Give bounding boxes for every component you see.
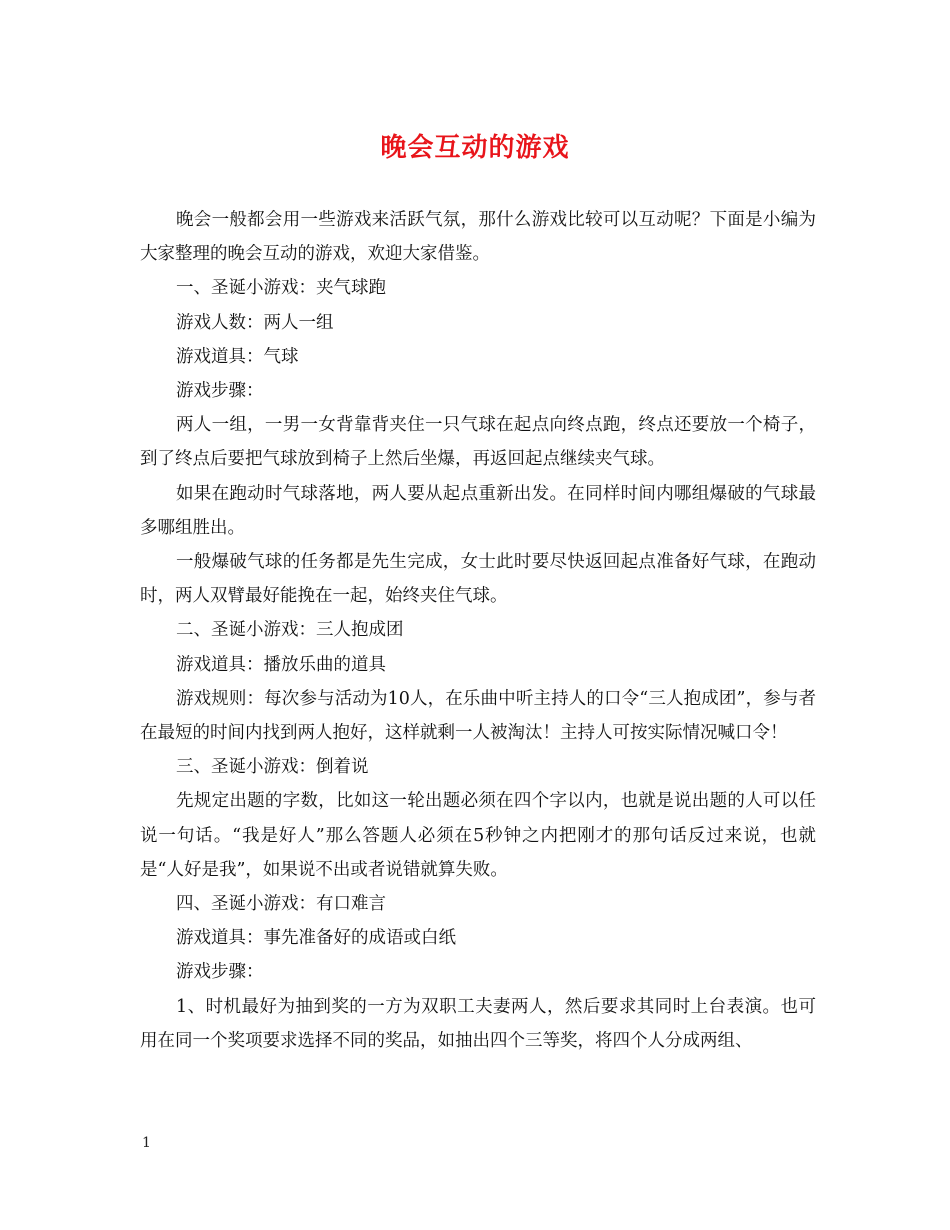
page-number: 1 [142, 1135, 151, 1151]
document-title: 晚会互动的游戏 [380, 133, 570, 163]
section-heading-2: 二、圣诞小游戏：三人抱成团 [176, 620, 404, 641]
paragraph: 先规定出题的字数，比如这一轮出题必须在四个字以内，也就是说出题的人可以任说一句话。“我是好人”那么答题人必须在5秒钟之内把刚才的那句话反过来说，也就是“人好是我”，如果说不出或者说错就算失败。 [140, 791, 816, 880]
paragraph: 游戏人数：两人一组 [176, 312, 334, 333]
paragraph-intro: 晚会一般都会用一些游戏来活跃气氛，那什么游戏比较可以互动呢？下面是小编为大家整理的晚会互动的游戏，欢迎大家借鉴。 [140, 210, 816, 265]
paragraph: 游戏规则：每次参与活动为10人，在乐曲中听主持人的口令“三人抱成团”，参与者在最短的时间内找到两人抱好，这样就剩一人被淘汰！主持人可按实际情况喊口令！ [140, 688, 816, 744]
document-body [140, 203, 816, 1058]
paragraph: 游戏道具：气球 [176, 346, 299, 367]
section-heading-4: 四、圣诞小游戏：有口难言 [176, 894, 386, 915]
paragraph: 游戏道具：播放乐曲的道具 [176, 654, 386, 675]
paragraph: 1、时机最好为抽到奖的一方为双职工夫妻两人，然后要求其同时上台表演。也可用在同一个奖项要求选择不同的奖品，如抽出四个三等奖，将四个人分成两组、 [140, 996, 816, 1051]
paragraph: 两人一组，一男一女背靠背夹住一只气球在起点向终点跑，终点还要放一个椅子，到了终点后要把气球放到椅子上然后坐爆，再返回起点继续夹气球。 [140, 415, 816, 470]
paragraph: 游戏步骤： [176, 381, 264, 402]
section-heading-3: 三、圣诞小游戏：倒着说 [176, 757, 369, 778]
paragraph: 游戏步骤： [176, 962, 264, 983]
paragraph: 一般爆破气球的任务都是先生完成，女士此时要尽快返回起点准备好气球，在跑动时，两人双臂最好能挽在一起，始终夹住气球。 [140, 552, 816, 607]
paragraph: 如果在跑动时气球落地，两人要从起点重新出发。在同样时间内哪组爆破的气球最多哪组胜出。 [140, 483, 816, 538]
paragraph: 游戏道具：事先准备好的成语或白纸 [176, 928, 456, 949]
section-heading-1: 一、圣诞小游戏：夹气球跑 [176, 278, 386, 299]
